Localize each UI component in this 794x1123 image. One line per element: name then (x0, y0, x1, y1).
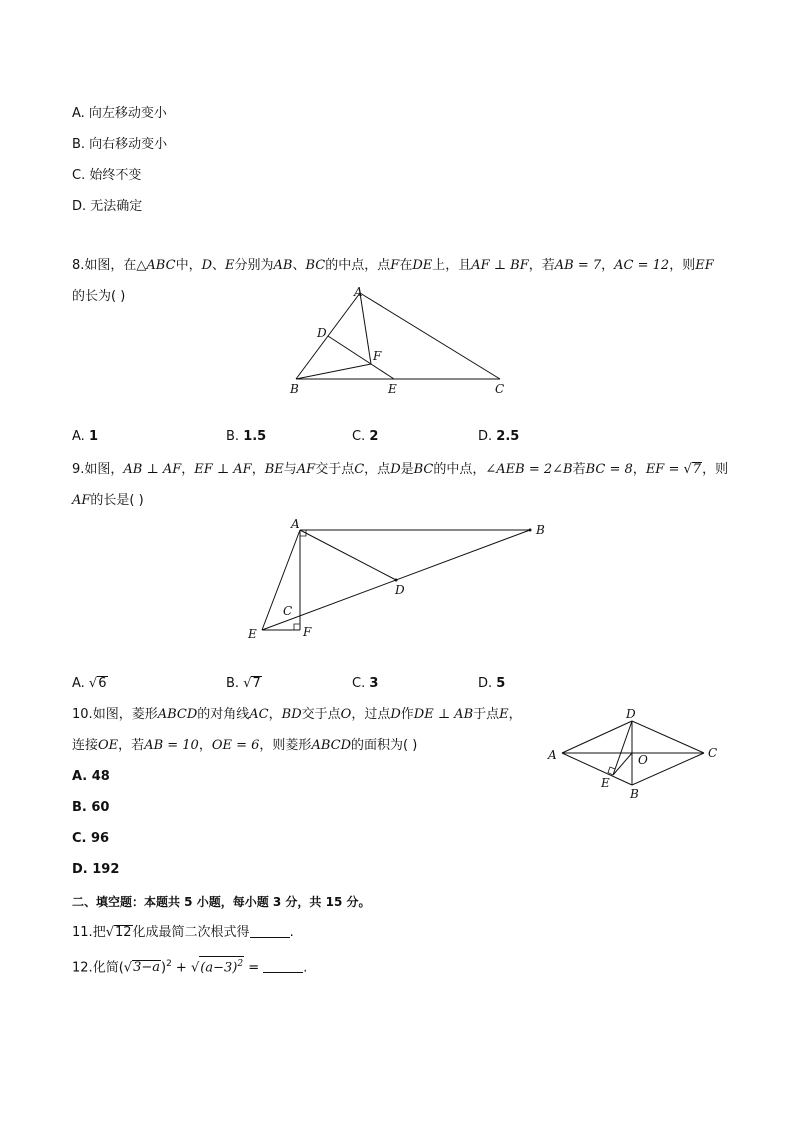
section-heading: 二、填空题：本题共 5 小题，每小题 3 分，共 15 分。 (72, 895, 371, 909)
q9-label-b: B (536, 523, 545, 537)
q8-label-d: D (317, 326, 327, 340)
q10-option-a: A. 48 (72, 769, 110, 784)
q8-label-f: F (373, 349, 382, 363)
q9-stem-line1: 9.如图，AB ⊥ AF，EF ⊥ AF，BE与AF交于点C，点D是BC的中点，∠AEB = 2∠B若BC = 8，EF = √7，则 (72, 462, 729, 477)
q9-figure (240, 515, 560, 645)
q7-option-c: C. 始终不变 (72, 168, 142, 183)
q11-answer-blank[interactable] (250, 925, 290, 938)
q8-choice-a: A. 1 (72, 429, 98, 444)
q10-stem-line2: 连接OE，若AB = 10，OE = 6，则菱形ABCD的面积为( ) (72, 738, 418, 753)
q8-choice-b: B. 1.5 (226, 429, 267, 444)
q8-label-c: C (495, 382, 505, 396)
q10-option-b: B. 60 (72, 800, 110, 815)
q9-choice-d: D. 5 (478, 676, 506, 691)
q9-choice-c: C. 3 (352, 676, 379, 691)
q7-option-a: A. 向左移动变小 (72, 106, 167, 121)
q9-label-c: C (283, 604, 293, 618)
q10-label-a: A (548, 748, 557, 762)
q12-answer-blank[interactable] (263, 960, 303, 973)
q10-figure (540, 705, 726, 805)
q9-choice-b: B. √7 (226, 676, 261, 691)
q8-stem-line1: 8.如图，在△ABC中，D、E分别为AB、BC的中点，点F在DE上，且AF ⊥ BF，若AB = 7，AC = 12，则EF (72, 258, 714, 273)
q10-label-d: D (626, 707, 636, 721)
q8-label-a: A (354, 285, 363, 299)
q10-label-e: E (601, 776, 610, 790)
q8-label-e: E (388, 382, 397, 396)
q8-stem-line2: 的长为( ) (72, 289, 126, 304)
q12-stem: 12.化简$(√3-a)^2 + √(a-3)^2$ = . (72, 955, 307, 977)
q8-choice-d: D. 2.5 (478, 429, 520, 444)
q9-choice-a: A. √6 (72, 676, 107, 691)
q8-label-b: B (290, 382, 299, 396)
q10-label-c: C (708, 746, 718, 760)
q10-option-d: D. 192 (72, 862, 120, 877)
q9-label-d: D (395, 583, 405, 597)
q8-choice-c: C. 2 (352, 429, 379, 444)
q10-label-b: B (630, 787, 639, 801)
q8-figure (280, 282, 520, 400)
q7-option-b: B. 向右移动变小 (72, 137, 168, 152)
q10-label-o: O (638, 753, 648, 767)
q9-label-f: F (303, 625, 312, 639)
q9-label-e: E (248, 627, 257, 641)
q7-option-d: D. 无法确定 (72, 199, 143, 214)
q10-stem-line1: 10.如图，菱形ABCD的对角线AC，BD交于点O，过点D作DE ⊥ AB于点E， (72, 707, 522, 722)
q11-stem: 11.把√12化成最简二次根式得 . (72, 925, 294, 940)
q10-option-c: C. 96 (72, 831, 110, 846)
q9-stem-line2: AF的长是( ) (72, 493, 144, 508)
q9-label-a: A (291, 517, 300, 531)
